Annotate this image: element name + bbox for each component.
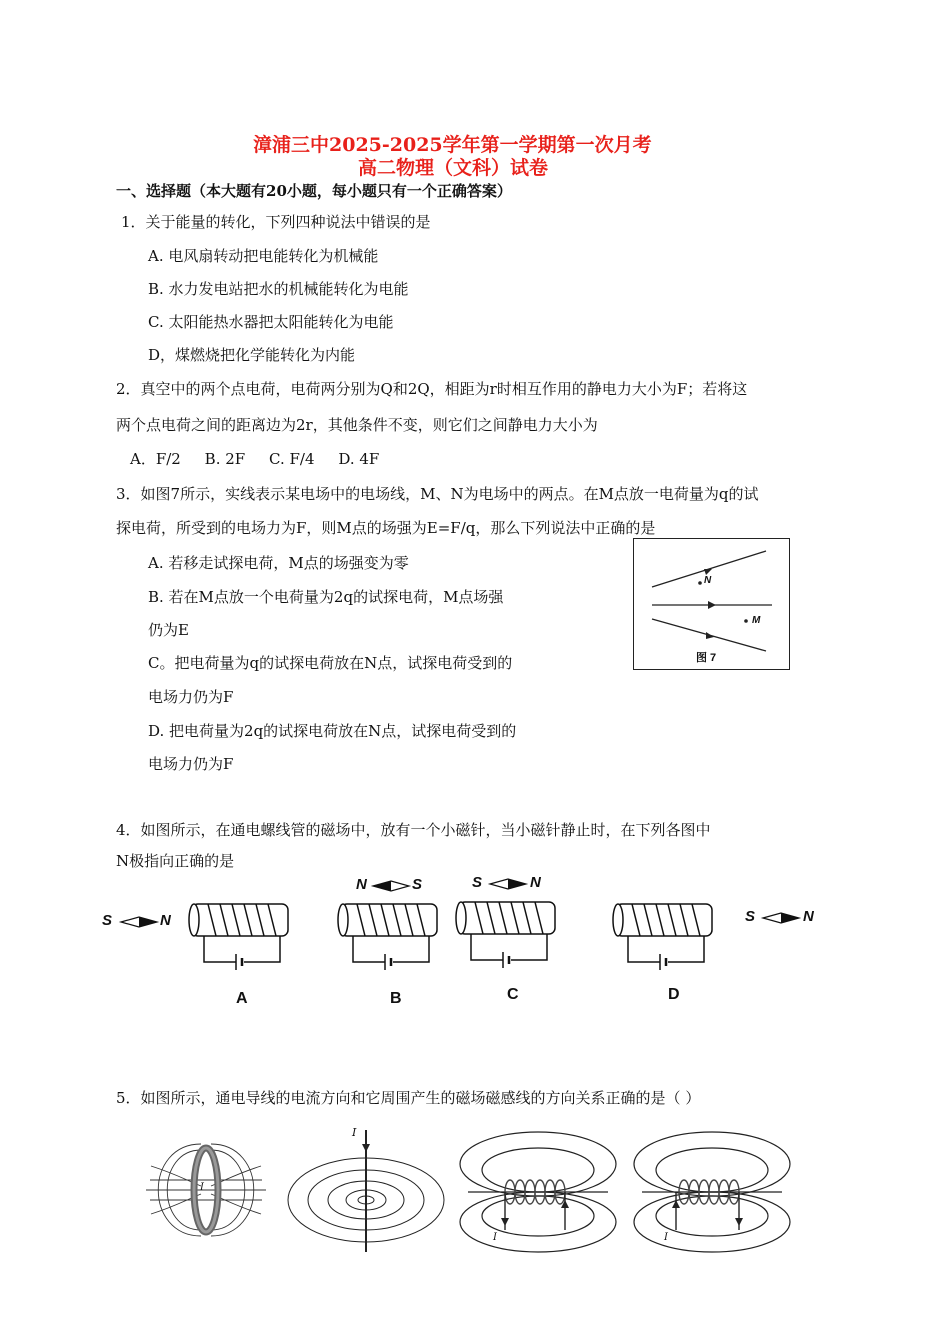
q1-option-a: A. 电风扇转动把电能转化为机械能: [148, 247, 379, 265]
q1-option-c: C. 太阳能热水器把太阳能转化为电能: [148, 313, 394, 331]
page-title-line2: 高二物理（文科）试卷: [358, 157, 549, 179]
wire-current-label: I: [352, 1126, 357, 1139]
q3-option-b-line1: B. 若在M点放一个电荷量为2q的试探电荷，M点场强: [148, 588, 504, 606]
solenoid-c-current-label: I: [493, 1232, 497, 1243]
solenoid-d-current-label: I: [664, 1232, 668, 1243]
q3-option-c-line1: C。把电荷量为q的试探电荷放在N点，试探电荷受到的: [148, 654, 513, 672]
figure-7-caption: 图 7: [696, 652, 717, 664]
q2-stem-line1: 2．真空中的两个点电荷，电荷两分别为Q和2Q，相距为r时相互作用的静电力大小为F；若将这: [116, 380, 748, 398]
q3-stem-line1: 3．如图7所示，实线表示某电场中的电场线，M、N为电场中的两点。在M点放一电荷量为q的试: [116, 485, 759, 503]
solenoid-c: [455, 898, 565, 978]
section-heading: 一、选择题（本大题有20小题，每小题只有一个正确答案）: [116, 182, 512, 200]
straight-wire-field-figure: [286, 1130, 446, 1250]
q3-option-d-line2: 电场力仍为F: [148, 755, 234, 773]
q1-stem: 1．关于能量的转化，下列四种说法中错误的是: [121, 213, 431, 231]
solenoid-field-figure-d: [632, 1130, 792, 1250]
compass-needle-b: [373, 880, 409, 892]
q1-option-d: D，煤燃烧把化学能转化为内能: [148, 346, 356, 364]
q3-stem-line2: 探电荷，所受到的电场力为F，则M点的场强为E=F/q，那么下列说法中正确的是: [116, 519, 656, 537]
compass-needle-a: [121, 916, 157, 928]
q4-stem-line1: 4．如图所示，在通电螺线管的磁场中，放有一个小磁针，当小磁针静止时，在下列各图中: [116, 821, 711, 839]
solenoid-d: [612, 900, 722, 980]
needle-d-left-pole: S: [745, 908, 756, 925]
needle-a-left-pole: S: [102, 912, 113, 929]
figure-b-label: B: [390, 990, 402, 1007]
page-title-line1: 漳浦三中2025-2025学年第一学期第一次月考: [253, 134, 652, 156]
q3-option-a: A. 若移走试探电荷，M点的场强变为零: [148, 554, 409, 572]
q1-option-b: B. 水力发电站把水的机械能转化为电能: [148, 280, 409, 298]
needle-c-left-pole: S: [472, 874, 483, 891]
point-m-label: M: [752, 615, 761, 626]
q2-stem-line2: 两个点电荷之间的距离边为2r，其他条件不变，则它们之间静电力大小为: [116, 416, 598, 434]
loop-current-label: I: [200, 1182, 204, 1193]
solenoid-field-figure-c: [458, 1130, 618, 1250]
current-loop-field-figure: [146, 1130, 266, 1250]
needle-b-right-pole: S: [412, 876, 423, 893]
solenoid-b: [337, 900, 447, 980]
q3-option-b-line2: 仍为E: [148, 621, 189, 639]
needle-d-right-pole: N: [803, 908, 814, 925]
needle-b-left-pole: N: [356, 876, 367, 893]
figure-7-box: [633, 538, 790, 670]
figure-a-label: A: [236, 990, 248, 1007]
point-n-label: N: [704, 575, 712, 586]
figure-d-label: D: [668, 986, 680, 1003]
solenoid-a: [188, 900, 298, 980]
compass-needle-c: [490, 878, 526, 890]
compass-needle-d: [763, 912, 799, 924]
needle-c-right-pole: N: [530, 874, 541, 891]
q3-option-d-line1: D. 把电荷量为2q的试探电荷放在N点，试探电荷受到的: [148, 722, 517, 740]
q5-stem: 5．如图所示，通电导线的电流方向和它周围产生的磁场磁感线的方向关系正确的是（ ）: [116, 1089, 701, 1107]
needle-a-right-pole: N: [160, 912, 171, 929]
q3-option-c-line2: 电场力仍为F: [148, 688, 234, 706]
q4-stem-line2: N极指向正确的是: [116, 852, 235, 870]
figure-c-label: C: [507, 986, 519, 1003]
q2-options: A．F/2 B. 2F C. F/4 D. 4F: [130, 450, 380, 468]
